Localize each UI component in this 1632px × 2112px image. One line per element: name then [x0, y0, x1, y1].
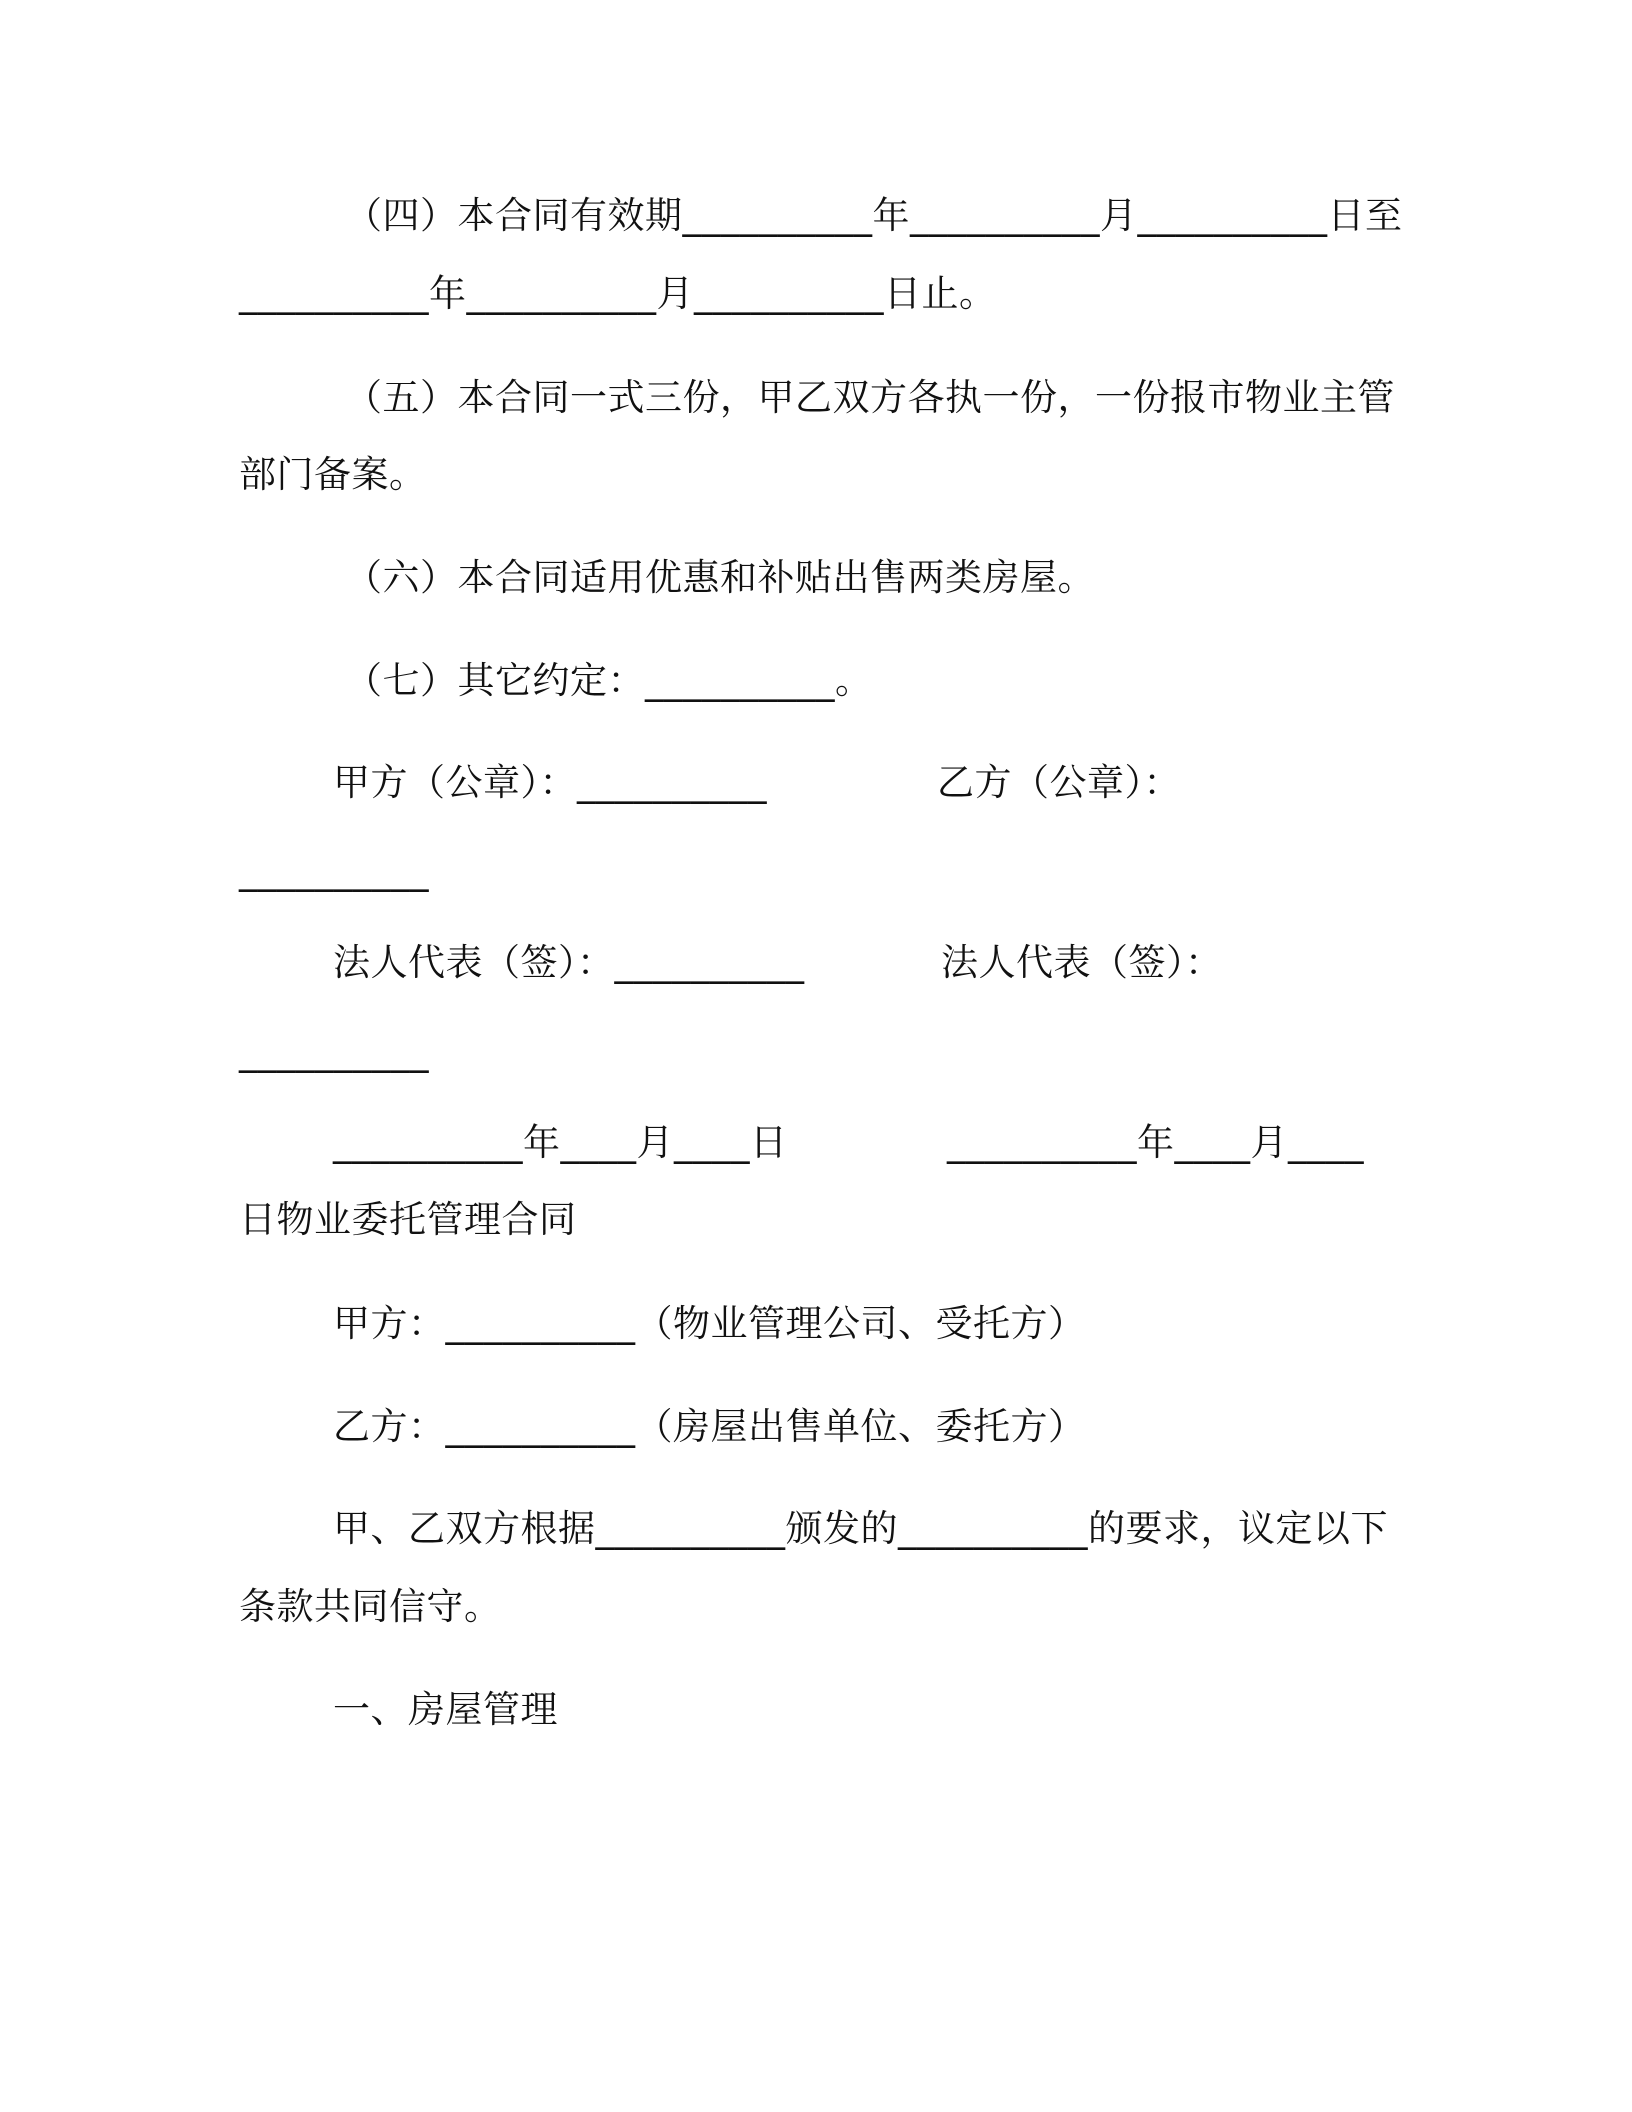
party-a-date: __________年____月____日 — [333, 1121, 788, 1164]
party-a-representative: 法人代表（签）：__________ — [333, 941, 805, 984]
clause-5-copies-line-1: （五）本合同一式三份，甲乙双方各执一份，一份报市物业主管 — [345, 376, 1395, 419]
party-b-representative-blank: __________ — [239, 1030, 429, 1073]
clause-5-copies-line-2: 部门备案。 — [239, 453, 427, 496]
party-b-entrustor: 乙方：__________（房屋出售单位、委托方） — [333, 1405, 1086, 1448]
contract-title-line: 日物业委托管理合同 — [239, 1198, 577, 1241]
party-a-entrustee: 甲方：__________（物业管理公司、受托方） — [333, 1302, 1086, 1345]
clause-6-scope: （六）本合同适用优惠和补贴出售两类房屋。 — [345, 556, 1095, 599]
clause-4-validity-line-2: __________年__________月__________日止。 — [239, 272, 997, 315]
party-b-seal-blank: __________ — [239, 849, 429, 892]
agreement-basis-line-2: 条款共同信守。 — [239, 1585, 502, 1628]
clause-4-validity-line-1: （四）本合同有效期__________年__________月__________日至 — [345, 194, 1403, 237]
party-b-date: __________年____月____ — [947, 1121, 1364, 1164]
agreement-basis-line-1: 甲、乙双方根据__________颁发的__________的要求，议定以下 — [333, 1507, 1388, 1550]
party-b-seal: 乙方（公章）： — [937, 761, 1181, 804]
clause-7-other: （七）其它约定：__________。 — [345, 659, 873, 702]
section-1-heading: 一、房屋管理 — [333, 1688, 558, 1731]
party-b-representative: 法人代表（签）： — [941, 941, 1223, 984]
party-a-seal: 甲方（公章）：__________ — [333, 761, 767, 804]
